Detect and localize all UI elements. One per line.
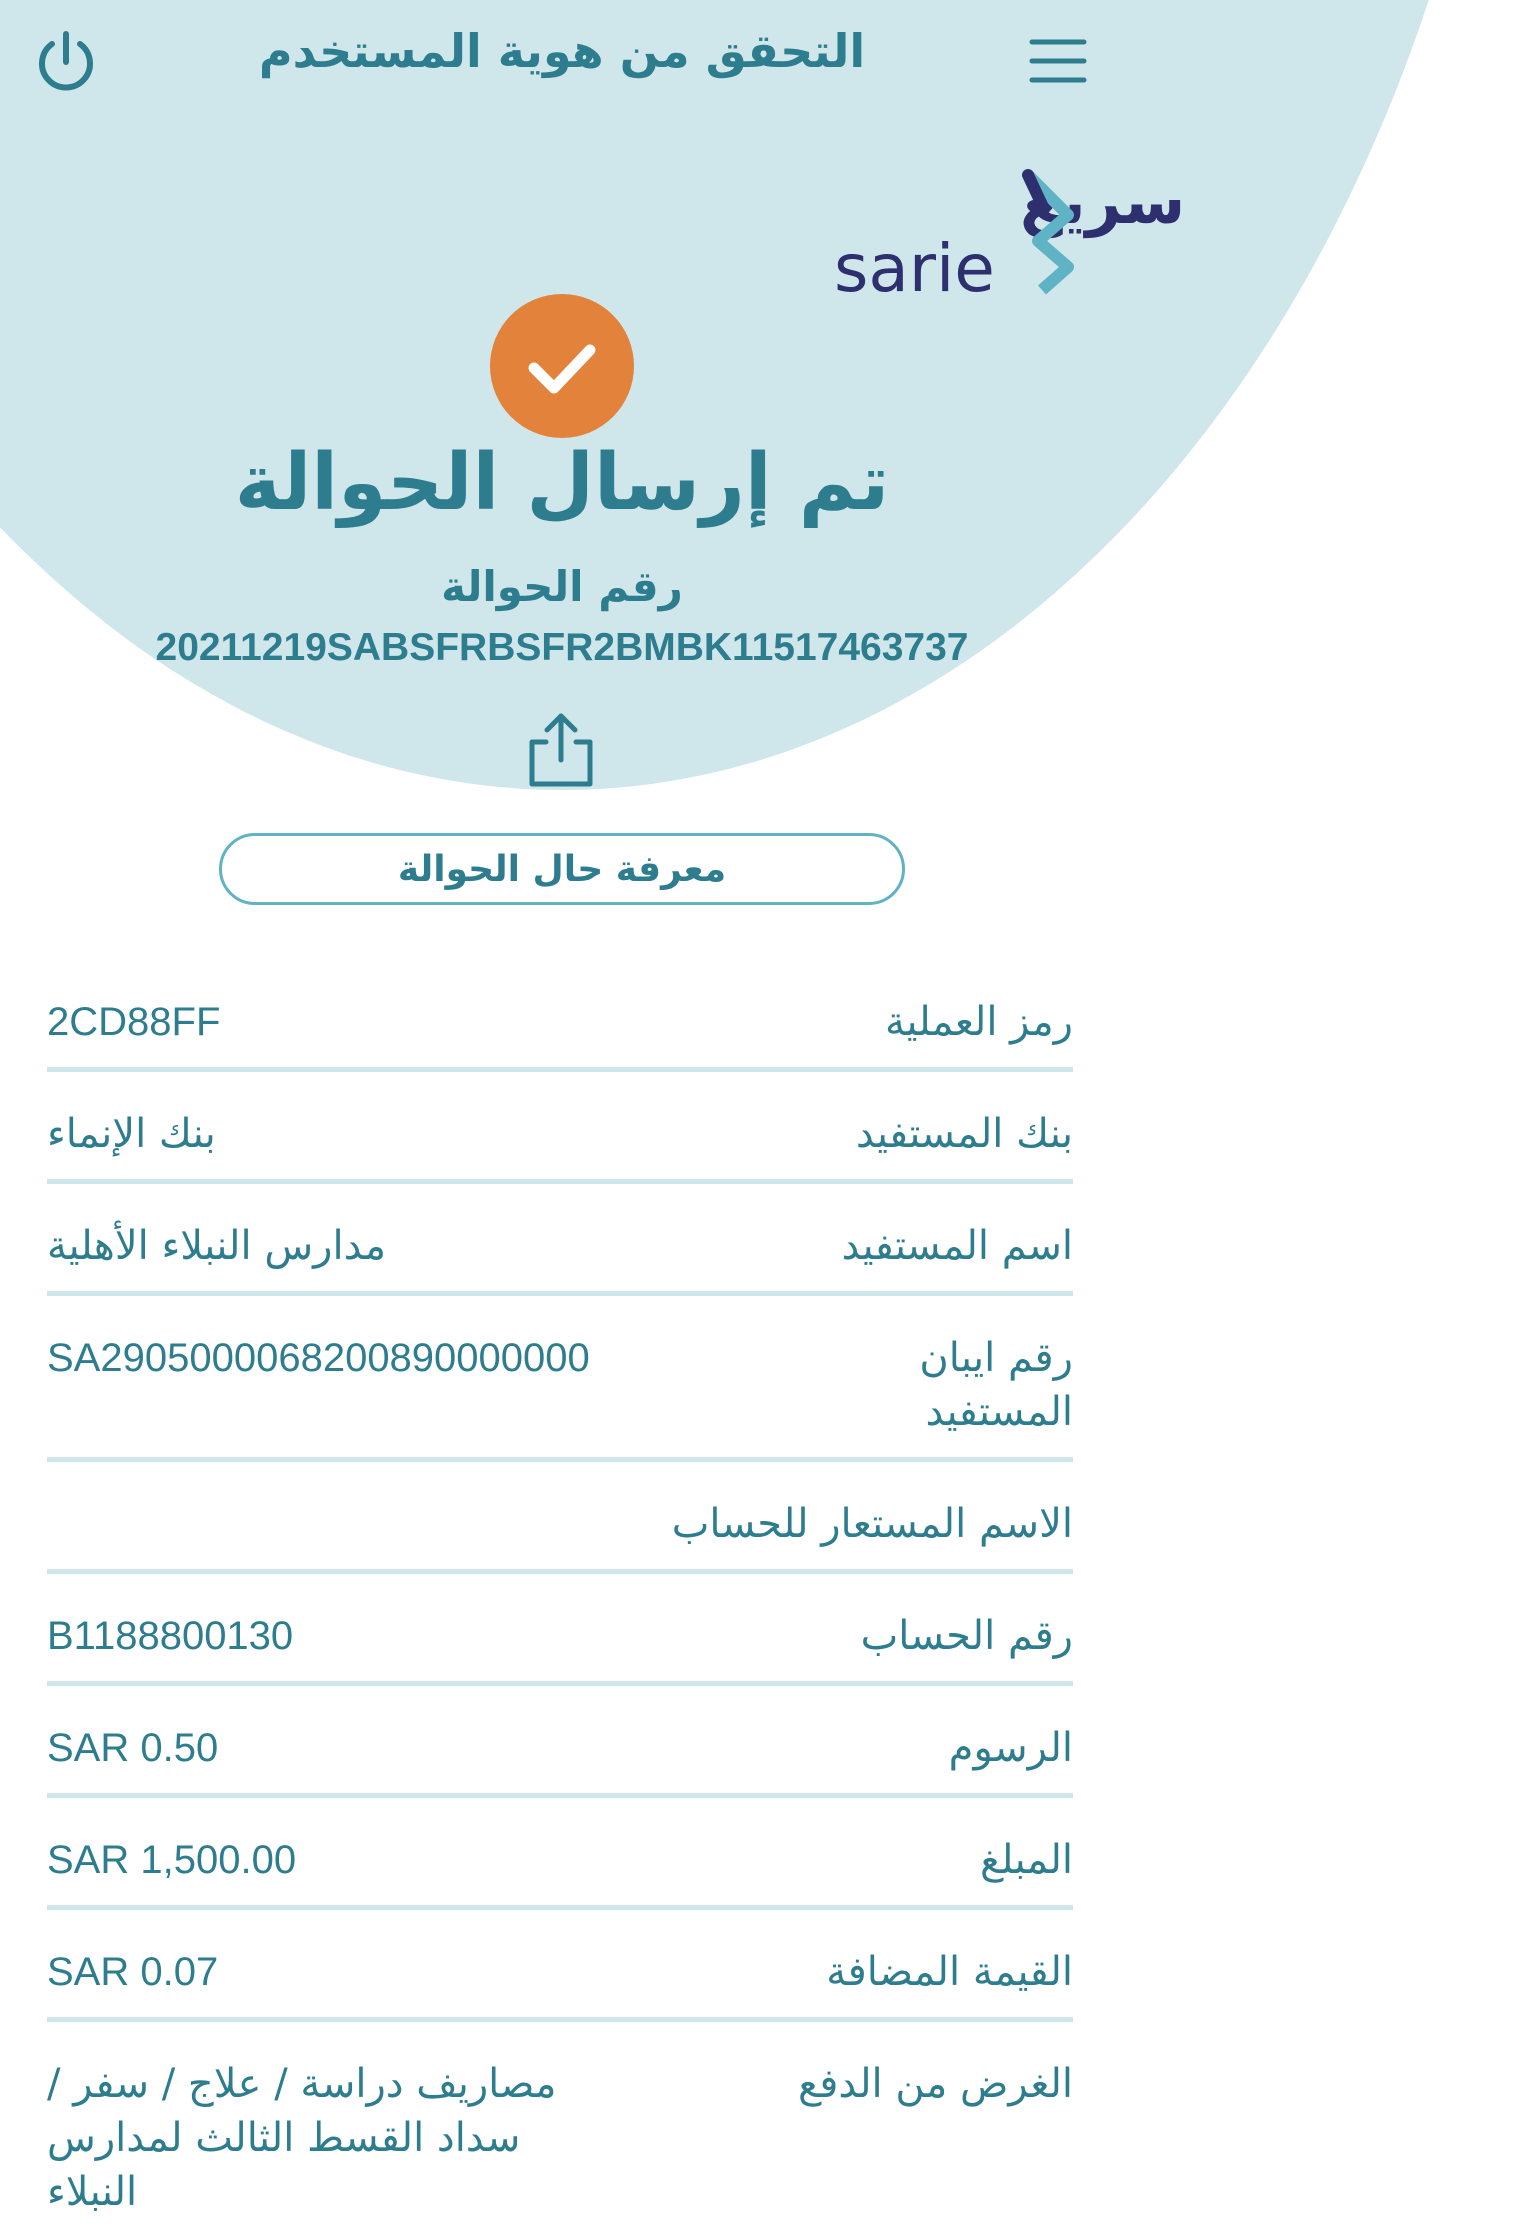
detail-label: الغرض من الدفع — [797, 2061, 1073, 2107]
detail-row-account-number — [47, 1574, 1073, 1686]
detail-label: بنك المستفيد — [855, 1111, 1073, 1157]
check-icon — [490, 294, 634, 438]
detail-row-fees — [47, 1686, 1073, 1798]
app-header — [0, 0, 1124, 120]
transfer-status-button[interactable]: معرفة حال الحوالة — [219, 833, 905, 905]
detail-value: مصاريف دراسة / علاج / سفر / سداد القسط الثالث لمدارس النبلاء — [47, 2061, 557, 2215]
power-icon — [30, 26, 102, 98]
logo-latin-text: sarie — [834, 230, 995, 307]
detail-label: المبلغ — [979, 1837, 1073, 1883]
page-title: التحقق من هوية المستخدم — [258, 24, 866, 78]
hamburger-menu-icon — [1022, 28, 1094, 94]
detail-label: الرسوم — [948, 1725, 1073, 1771]
reference-label: رقم الحوالة — [441, 562, 683, 611]
detail-value: 2CD88FF — [47, 1000, 221, 1044]
detail-label: اسم المستفيد — [841, 1223, 1073, 1269]
logo-arabic-text: سريع — [1020, 165, 1186, 238]
detail-label: رمز العملية — [884, 999, 1073, 1045]
detail-label: القيمة المضافة — [826, 1949, 1073, 1995]
sarie-logo — [830, 165, 1186, 307]
detail-row-amount — [47, 1798, 1073, 1910]
detail-row-vat — [47, 1910, 1073, 2022]
share-icon — [522, 710, 600, 790]
menu-button[interactable] — [1022, 28, 1094, 94]
detail-label: الاسم المستعار للحساب — [671, 1501, 1073, 1547]
detail-label: رقم ايبان المستفيد — [919, 1335, 1073, 1435]
detail-value: SAR 0.50 — [47, 1726, 219, 1770]
success-badge — [490, 294, 634, 438]
detail-value: SA2905000068200890000000 — [47, 1336, 590, 1380]
detail-row-beneficiary-name — [47, 1184, 1073, 1296]
detail-row-account-alias — [47, 1462, 1073, 1574]
transfer-details-list — [47, 960, 1073, 2237]
detail-row-operation-code — [47, 960, 1073, 1072]
detail-value: B1188800130 — [47, 1614, 294, 1658]
transfer-status-title: تم إرسال الحوالة — [234, 438, 890, 528]
detail-row-beneficiary-iban — [47, 1296, 1073, 1462]
detail-value: بنك الإنماء — [47, 1111, 216, 1157]
detail-row-beneficiary-bank — [47, 1072, 1073, 1184]
power-button[interactable] — [30, 26, 102, 98]
detail-value: مدارس النبلاء الأهلية — [47, 1223, 387, 1269]
detail-label: رقم الحساب — [860, 1613, 1073, 1659]
detail-row-payment-purpose — [47, 2022, 1073, 2237]
detail-value: SAR 0.07 — [47, 1950, 219, 1994]
reference-number: 20211219SABSFRBSFR2BMBK11517463737 — [155, 626, 969, 669]
share-button[interactable] — [522, 710, 600, 790]
detail-value: SAR 1,500.00 — [47, 1838, 297, 1882]
